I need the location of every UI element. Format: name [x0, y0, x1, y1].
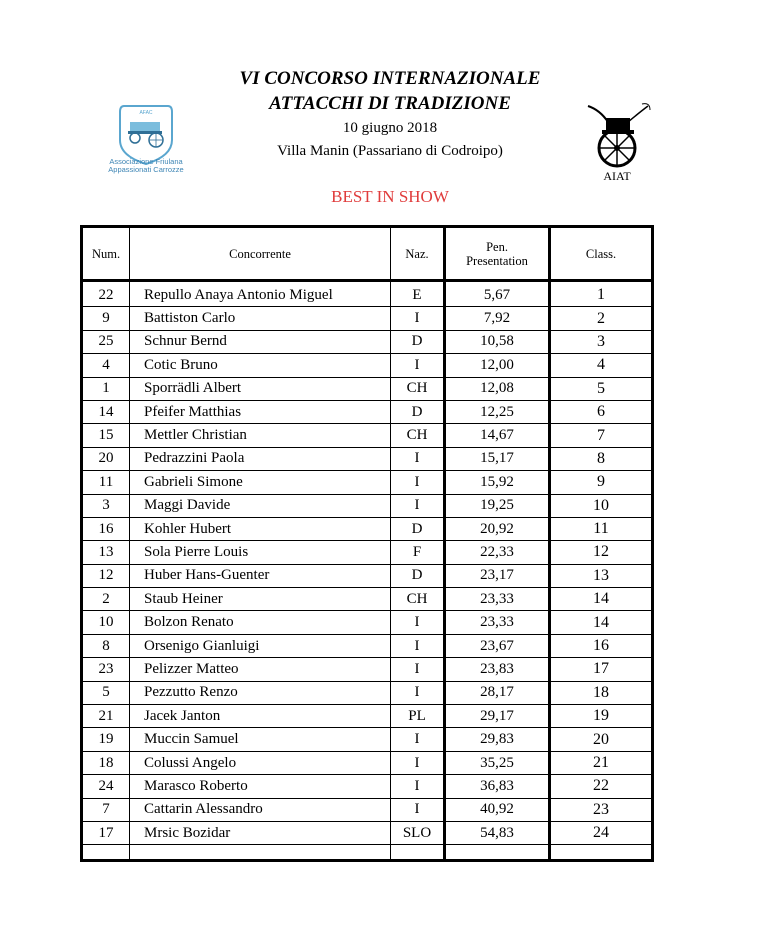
cell-empty	[130, 845, 391, 861]
cell-pen: 23,67	[445, 634, 550, 657]
cell-num: 5	[82, 681, 130, 704]
cell-pen: 15,92	[445, 471, 550, 494]
table-row	[82, 705, 653, 728]
cell-class: 14	[550, 611, 653, 634]
cell-class: 5	[550, 377, 653, 400]
cell-pen: 36,83	[445, 775, 550, 798]
table-row	[82, 354, 653, 377]
cell-num: 14	[82, 400, 130, 423]
cell-class: 7	[550, 424, 653, 447]
cell-naz: F	[391, 541, 445, 564]
cell-class: 6	[550, 400, 653, 423]
table-row	[82, 564, 653, 587]
cell-class: 1	[550, 281, 653, 307]
cell-class: 8	[550, 447, 653, 470]
table-row	[82, 728, 653, 751]
cell-naz: I	[391, 798, 445, 821]
cell-pen: 23,17	[445, 564, 550, 587]
cell-pen: 29,17	[445, 705, 550, 728]
cell-pen: 54,83	[445, 821, 550, 844]
cell-num: 19	[82, 728, 130, 751]
cell-pen: 7,92	[445, 307, 550, 330]
cell-num: 9	[82, 307, 130, 330]
cell-num: 8	[82, 634, 130, 657]
cell-num: 17	[82, 821, 130, 844]
cell-num: 11	[82, 471, 130, 494]
cell-name: Huber Hans-Guenter	[130, 564, 391, 587]
cell-class: 23	[550, 798, 653, 821]
cell-naz: D	[391, 517, 445, 540]
cell-num: 15	[82, 424, 130, 447]
cell-class: 22	[550, 775, 653, 798]
results-body	[82, 281, 653, 861]
table-row-empty	[82, 845, 653, 861]
cell-name: Staub Heiner	[130, 588, 391, 611]
cell-num: 7	[82, 798, 130, 821]
cell-naz: I	[391, 354, 445, 377]
cell-num: 24	[82, 775, 130, 798]
col-header-pen-line2: Presentation	[466, 253, 528, 268]
table-row	[82, 400, 653, 423]
table-row	[82, 611, 653, 634]
aiat-text: AIAT	[603, 169, 631, 183]
table-row	[82, 634, 653, 657]
cell-pen: 35,25	[445, 751, 550, 774]
table-row	[82, 307, 653, 330]
afac-name-line2: Appassionati Carrozze	[108, 165, 184, 174]
cell-name: Orsenigo Gianluigi	[130, 634, 391, 657]
event-date: 10 giugno 2018	[342, 120, 438, 136]
cell-naz: I	[391, 658, 445, 681]
cell-name: Marasco Roberto	[130, 775, 391, 798]
svg-text:AFAC: AFAC	[139, 110, 153, 116]
cell-pen: 20,92	[445, 517, 550, 540]
cell-class: 4	[550, 354, 653, 377]
cell-num: 21	[82, 705, 130, 728]
cell-num: 16	[82, 517, 130, 540]
event-venue: Villa Manin (Passariano di Codroipo)	[277, 143, 503, 159]
cell-naz: CH	[391, 424, 445, 447]
table-row	[82, 330, 653, 353]
table-row	[82, 681, 653, 704]
cell-name: Muccin Samuel	[130, 728, 391, 751]
col-header-pen	[445, 227, 550, 281]
cell-name: Jacek Janton	[130, 705, 391, 728]
cell-num: 22	[82, 281, 130, 307]
cell-naz: I	[391, 471, 445, 494]
table-row	[82, 424, 653, 447]
cell-class: 13	[550, 564, 653, 587]
cell-pen: 23,33	[445, 611, 550, 634]
cell-class: 20	[550, 728, 653, 751]
cell-class: 11	[550, 517, 653, 540]
table-row	[82, 751, 653, 774]
cell-name: Kohler Hubert	[130, 517, 391, 540]
cell-name: Sporrädli Albert	[130, 377, 391, 400]
cell-naz: I	[391, 751, 445, 774]
table-row	[82, 798, 653, 821]
cell-pen: 19,25	[445, 494, 550, 517]
cell-naz: I	[391, 634, 445, 657]
cell-naz: I	[391, 611, 445, 634]
cell-name: Sola Pierre Louis	[130, 541, 391, 564]
table-row	[82, 541, 653, 564]
cell-class: 21	[550, 751, 653, 774]
cell-num: 20	[82, 447, 130, 470]
cell-pen: 22,33	[445, 541, 550, 564]
table-row	[82, 517, 653, 540]
table-row	[82, 658, 653, 681]
cell-naz: SLO	[391, 821, 445, 844]
cell-name: Colussi Angelo	[130, 751, 391, 774]
cell-empty	[82, 845, 130, 861]
afac-name-line1: Associazione Friulana	[109, 157, 183, 166]
cell-class: 16	[550, 634, 653, 657]
title-line1: VI CONCORSO INTERNAZIONALE	[239, 68, 541, 89]
table-row	[82, 588, 653, 611]
table-row	[82, 494, 653, 517]
cell-num: 23	[82, 658, 130, 681]
cell-class: 14	[550, 588, 653, 611]
cell-pen: 5,67	[445, 281, 550, 307]
table-row	[82, 471, 653, 494]
best-in-show-heading: BEST IN SHOW	[331, 187, 449, 206]
cell-pen: 29,83	[445, 728, 550, 751]
cell-naz: D	[391, 564, 445, 587]
cell-empty	[391, 845, 445, 861]
table-row	[82, 377, 653, 400]
cell-num: 12	[82, 564, 130, 587]
cell-naz: I	[391, 775, 445, 798]
cell-num: 10	[82, 611, 130, 634]
cell-naz: E	[391, 281, 445, 307]
cell-pen: 12,00	[445, 354, 550, 377]
cell-class: 24	[550, 821, 653, 844]
cell-naz: I	[391, 681, 445, 704]
col-header-cls: Class.	[550, 227, 653, 281]
cell-pen: 23,83	[445, 658, 550, 681]
cell-num: 4	[82, 354, 130, 377]
col-header-num: Num.	[82, 227, 130, 281]
cell-naz: I	[391, 494, 445, 517]
table-row	[82, 281, 653, 307]
cell-name: Pelizzer Matteo	[130, 658, 391, 681]
cell-name: Bolzon Renato	[130, 611, 391, 634]
cell-naz: D	[391, 330, 445, 353]
cell-naz: CH	[391, 377, 445, 400]
cell-num: 2	[82, 588, 130, 611]
cell-num: 18	[82, 751, 130, 774]
cell-name: Cotic Bruno	[130, 354, 391, 377]
table-header-row	[82, 227, 653, 281]
cell-pen: 14,67	[445, 424, 550, 447]
cell-pen: 12,25	[445, 400, 550, 423]
cell-num: 25	[82, 330, 130, 353]
cell-naz: I	[391, 307, 445, 330]
cell-pen: 10,58	[445, 330, 550, 353]
cell-class: 12	[550, 541, 653, 564]
cell-class: 19	[550, 705, 653, 728]
table-row	[82, 775, 653, 798]
cell-naz: I	[391, 728, 445, 751]
cell-name: Pfeifer Matthias	[130, 400, 391, 423]
cell-class: 10	[550, 494, 653, 517]
cell-name: Mettler Christian	[130, 424, 391, 447]
aiat-logo	[580, 100, 654, 184]
cell-pen: 12,08	[445, 377, 550, 400]
cell-pen: 15,17	[445, 447, 550, 470]
cell-num: 3	[82, 494, 130, 517]
cell-class: 2	[550, 307, 653, 330]
carriage-wheel-icon	[580, 100, 654, 184]
cell-naz: D	[391, 400, 445, 423]
cell-class: 18	[550, 681, 653, 704]
cell-name: Maggi Davide	[130, 494, 391, 517]
col-header-naz: Naz.	[391, 227, 445, 281]
cell-name: Pezzutto Renzo	[130, 681, 391, 704]
table-row	[82, 821, 653, 844]
cell-name: Cattarin Alessandro	[130, 798, 391, 821]
cell-class: 3	[550, 330, 653, 353]
col-header-name: Concorrente	[130, 227, 391, 281]
results-table	[80, 225, 654, 862]
cell-naz: CH	[391, 588, 445, 611]
cell-name: Battiston Carlo	[130, 307, 391, 330]
cell-class: 9	[550, 471, 653, 494]
cell-naz: I	[391, 447, 445, 470]
cell-name: Pedrazzini Paola	[130, 447, 391, 470]
cell-empty	[445, 845, 550, 861]
cell-pen: 40,92	[445, 798, 550, 821]
title-line2: ATTACCHI DI TRADIZIONE	[269, 93, 511, 114]
afac-logo	[100, 100, 192, 182]
cell-naz: PL	[391, 705, 445, 728]
cell-name: Gabrieli Simone	[130, 471, 391, 494]
cell-name: Mrsic Bozidar	[130, 821, 391, 844]
cell-empty	[550, 845, 653, 861]
cell-name: Schnur Bernd	[130, 330, 391, 353]
cell-name: Repullo Anaya Antonio Miguel	[130, 281, 391, 307]
cell-pen: 23,33	[445, 588, 550, 611]
cell-num: 13	[82, 541, 130, 564]
cell-num: 1	[82, 377, 130, 400]
cell-class: 17	[550, 658, 653, 681]
table-row	[82, 447, 653, 470]
col-header-pen-line1: Pen.	[486, 239, 508, 254]
cell-pen: 28,17	[445, 681, 550, 704]
